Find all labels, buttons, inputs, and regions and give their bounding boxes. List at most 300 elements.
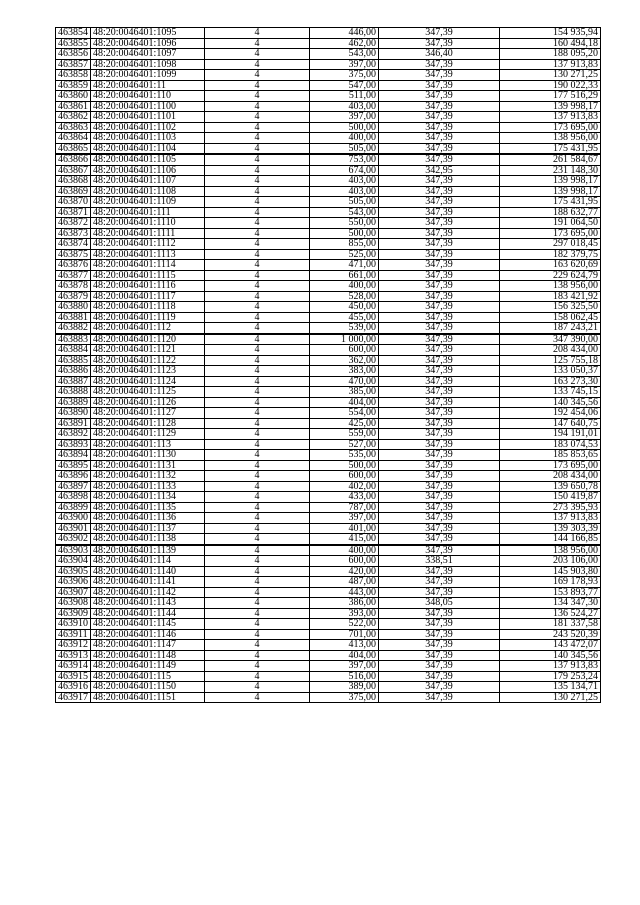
cadastral-number-cell: 48:20:0046401:1140 [91,566,205,577]
specific-value-cell: 347,39 [379,143,500,154]
object-id-cell: 463863 [56,122,91,133]
specific-value-cell: 347,39 [379,176,500,187]
area-cell: 855,00 [310,239,379,250]
object-id-cell: 463916 [56,682,91,693]
cadastral-value-cell: 158 062,45 [500,312,601,323]
specific-value-cell: 347,39 [379,661,500,672]
table-row [56,239,601,250]
cadastral-value-cell: 297 018,45 [500,239,601,250]
object-id-cell: 463884 [56,345,91,356]
cadastral-number-cell: 48:20:0046401:1115 [91,270,205,281]
group-cell: 4 [205,59,310,70]
group-cell: 4 [205,619,310,630]
group-cell: 4 [205,334,310,345]
specific-value-cell: 347,39 [379,429,500,440]
area-cell: 397,00 [310,661,379,672]
object-id-cell: 463855 [56,38,91,49]
area-cell: 446,00 [310,28,379,39]
cadastral-value-cell: 147 640,75 [500,418,601,429]
cadastral-number-cell: 48:20:0046401:1104 [91,143,205,154]
table-row [56,671,601,682]
table-row [56,418,601,429]
specific-value-cell: 347,39 [379,650,500,661]
cadastral-value-cell: 144 166,85 [500,534,601,545]
group-cell: 4 [205,249,310,260]
cadastral-value-cell: 138 956,00 [500,133,601,144]
cadastral-value-cell: 185 853,65 [500,450,601,461]
cadastral-number-cell: 48:20:0046401:1098 [91,59,205,70]
area-cell: 401,00 [310,523,379,534]
object-id-cell: 463856 [56,49,91,60]
area-cell: 543,00 [310,49,379,60]
specific-value-cell: 347,39 [379,450,500,461]
area-cell: 403,00 [310,101,379,112]
object-id-cell: 463915 [56,671,91,682]
group-cell: 4 [205,270,310,281]
cadastral-value-cell: 137 913,83 [500,112,601,123]
cadastral-value-cell: 192 454,06 [500,408,601,419]
cadastral-number-cell: 48:20:0046401:1148 [91,650,205,661]
cadastral-number-cell: 48:20:0046401:1116 [91,281,205,292]
group-cell: 4 [205,143,310,154]
group-cell: 4 [205,408,310,419]
area-cell: 403,00 [310,186,379,197]
specific-value-cell: 347,39 [379,91,500,102]
area-cell: 543,00 [310,207,379,218]
object-id-cell: 463864 [56,133,91,144]
table-row [56,523,601,534]
object-id-cell: 463866 [56,154,91,165]
cadastral-value-cell: 190 022,33 [500,80,601,91]
area-cell: 397,00 [310,513,379,524]
object-id-cell: 463893 [56,439,91,450]
cadastral-number-cell: 48:20:0046401:110 [91,91,205,102]
object-id-cell: 463877 [56,270,91,281]
cadastral-number-cell: 48:20:0046401:1121 [91,345,205,356]
cadastral-value-cell: 140 345,56 [500,397,601,408]
object-id-cell: 463894 [56,450,91,461]
specific-value-cell: 347,39 [379,154,500,165]
object-id-cell: 463882 [56,323,91,334]
object-id-cell: 463881 [56,312,91,323]
area-cell: 397,00 [310,112,379,123]
group-cell: 4 [205,376,310,387]
specific-value-cell: 347,39 [379,640,500,651]
area-cell: 375,00 [310,692,379,703]
group-cell: 4 [205,577,310,588]
cadastral-number-cell: 48:20:0046401:1106 [91,165,205,176]
cadastral-value-cell: 150 419,87 [500,492,601,503]
specific-value-cell: 347,39 [379,692,500,703]
area-cell: 511,00 [310,91,379,102]
specific-value-cell: 347,39 [379,355,500,366]
table-row [56,450,601,461]
specific-value-cell: 347,39 [379,291,500,302]
object-id-cell: 463902 [56,534,91,545]
cadastral-value-cell: 177 516,29 [500,91,601,102]
cadastral-number-cell: 48:20:0046401:1120 [91,334,205,345]
group-cell: 4 [205,513,310,524]
group-cell: 4 [205,502,310,513]
cadastral-number-cell: 48:20:0046401:1144 [91,608,205,619]
object-id-cell: 463878 [56,281,91,292]
table-row [56,376,601,387]
object-id-cell: 463857 [56,59,91,70]
cadastral-number-cell: 48:20:0046401:1137 [91,523,205,534]
table-row [56,122,601,133]
group-cell: 4 [205,239,310,250]
cadastral-value-table [55,27,601,703]
area-cell: 386,00 [310,598,379,609]
cadastral-number-cell: 48:20:0046401:1133 [91,481,205,492]
specific-value-cell: 347,39 [379,523,500,534]
cadastral-value-cell: 183 421,92 [500,291,601,302]
cadastral-number-cell: 48:20:0046401:1111 [91,228,205,239]
object-id-cell: 463911 [56,629,91,640]
cadastral-number-cell: 48:20:0046401:1130 [91,450,205,461]
table-row [56,49,601,60]
cadastral-number-cell: 48:20:0046401:1117 [91,291,205,302]
object-id-cell: 463913 [56,650,91,661]
object-id-cell: 463873 [56,228,91,239]
table-row [56,608,601,619]
table-row [56,387,601,398]
cadastral-value-cell: 187 243,21 [500,323,601,334]
cadastral-value-cell: 181 337,58 [500,619,601,630]
group-cell: 4 [205,218,310,229]
cadastral-value-cell: 125 755,18 [500,355,601,366]
area-cell: 375,00 [310,70,379,81]
cadastral-value-cell: 243 520,39 [500,629,601,640]
object-id-cell: 463860 [56,91,91,102]
object-id-cell: 463887 [56,376,91,387]
specific-value-cell: 347,39 [379,207,500,218]
object-id-cell: 463875 [56,249,91,260]
cadastral-number-cell: 48:20:0046401:1125 [91,387,205,398]
cadastral-number-cell: 48:20:0046401:1146 [91,629,205,640]
specific-value-cell: 347,39 [379,545,500,556]
object-id-cell: 463858 [56,70,91,81]
area-cell: 522,00 [310,619,379,630]
group-cell: 4 [205,661,310,672]
cadastral-value-cell: 143 472,07 [500,640,601,651]
specific-value-cell: 347,39 [379,249,500,260]
specific-value-cell: 347,39 [379,471,500,482]
table-row [56,38,601,49]
area-cell: 500,00 [310,122,379,133]
area-cell: 505,00 [310,197,379,208]
table-row [56,91,601,102]
table-body [56,28,601,703]
group-cell: 4 [205,207,310,218]
cadastral-value-cell: 191 064,50 [500,218,601,229]
cadastral-number-cell: 48:20:0046401:1097 [91,49,205,60]
object-id-cell: 463883 [56,334,91,345]
specific-value-cell: 347,39 [379,408,500,419]
cadastral-number-cell: 48:20:0046401:1127 [91,408,205,419]
object-id-cell: 463879 [56,291,91,302]
cadastral-value-cell: 133 745,15 [500,387,601,398]
specific-value-cell: 347,39 [379,534,500,545]
group-cell: 4 [205,492,310,503]
area-cell: 362,00 [310,355,379,366]
specific-value-cell: 347,39 [379,302,500,313]
object-id-cell: 463859 [56,80,91,91]
specific-value-cell: 347,39 [379,260,500,271]
table-row [56,291,601,302]
object-id-cell: 463904 [56,556,91,567]
area-cell: 443,00 [310,587,379,598]
cadastral-number-cell: 48:20:0046401:1142 [91,587,205,598]
table-row [56,577,601,588]
specific-value-cell: 347,39 [379,577,500,588]
table-row [56,650,601,661]
object-id-cell: 463868 [56,176,91,187]
specific-value-cell: 347,39 [379,112,500,123]
group-cell: 4 [205,112,310,123]
cadastral-number-cell: 48:20:0046401:1151 [91,692,205,703]
table-row [56,629,601,640]
cadastral-number-cell: 48:20:0046401:1103 [91,133,205,144]
area-cell: 535,00 [310,450,379,461]
cadastral-number-cell: 48:20:0046401:1095 [91,28,205,39]
specific-value-cell: 347,39 [379,513,500,524]
cadastral-value-cell: 139 303,39 [500,523,601,534]
group-cell: 4 [205,692,310,703]
group-cell: 4 [205,122,310,133]
table-row [56,334,601,345]
cadastral-value-cell: 179 253,24 [500,671,601,682]
table-row [56,101,601,112]
cadastral-value-cell: 133 050,37 [500,366,601,377]
cadastral-value-cell: 163 273,30 [500,376,601,387]
object-id-cell: 463892 [56,429,91,440]
cadastral-value-cell: 138 956,00 [500,545,601,556]
cadastral-number-cell: 48:20:0046401:1134 [91,492,205,503]
area-cell: 547,00 [310,80,379,91]
object-id-cell: 463861 [56,101,91,112]
object-id-cell: 463874 [56,239,91,250]
cadastral-number-cell: 48:20:0046401:1141 [91,577,205,588]
group-cell: 4 [205,608,310,619]
object-id-cell: 463890 [56,408,91,419]
cadastral-number-cell: 48:20:0046401:1119 [91,312,205,323]
table-row [56,471,601,482]
table-row [56,281,601,292]
cadastral-value-cell: 153 893,77 [500,587,601,598]
table-row [56,143,601,154]
group-cell: 4 [205,133,310,144]
specific-value-cell: 347,39 [379,101,500,112]
area-cell: 400,00 [310,545,379,556]
table-row [56,28,601,39]
area-cell: 425,00 [310,418,379,429]
specific-value-cell: 347,39 [379,587,500,598]
cadastral-value-cell: 273 395,93 [500,502,601,513]
object-id-cell: 463885 [56,355,91,366]
area-cell: 455,00 [310,312,379,323]
cadastral-number-cell: 48:20:0046401:112 [91,323,205,334]
cadastral-value-cell: 182 379,75 [500,249,601,260]
cadastral-value-cell: 175 431,95 [500,143,601,154]
cadastral-number-cell: 48:20:0046401:1136 [91,513,205,524]
object-id-cell: 463871 [56,207,91,218]
area-cell: 527,00 [310,439,379,450]
area-cell: 525,00 [310,249,379,260]
specific-value-cell: 347,39 [379,197,500,208]
cadastral-number-cell: 48:20:0046401:1113 [91,249,205,260]
cadastral-number-cell: 48:20:0046401:1131 [91,460,205,471]
group-cell: 4 [205,566,310,577]
specific-value-cell: 347,39 [379,619,500,630]
object-id-cell: 463880 [56,302,91,313]
group-cell: 4 [205,640,310,651]
specific-value-cell: 347,39 [379,312,500,323]
object-id-cell: 463865 [56,143,91,154]
specific-value-cell: 348,05 [379,598,500,609]
cadastral-number-cell: 48:20:0046401:1109 [91,197,205,208]
area-cell: 402,00 [310,481,379,492]
group-cell: 4 [205,101,310,112]
group-cell: 4 [205,281,310,292]
object-id-cell: 463908 [56,598,91,609]
object-id-cell: 463906 [56,577,91,588]
area-cell: 397,00 [310,59,379,70]
table-row [56,345,601,356]
area-cell: 787,00 [310,502,379,513]
group-cell: 4 [205,186,310,197]
area-cell: 554,00 [310,408,379,419]
table-row [56,556,601,567]
table-row [56,408,601,419]
specific-value-cell: 347,39 [379,186,500,197]
cadastral-value-cell: 137 913,83 [500,513,601,524]
table-row [56,619,601,630]
group-cell: 4 [205,439,310,450]
object-id-cell: 463900 [56,513,91,524]
area-cell: 383,00 [310,366,379,377]
cadastral-value-cell: 183 074,53 [500,439,601,450]
table-row [56,154,601,165]
table-row [56,692,601,703]
cadastral-number-cell: 48:20:0046401:1100 [91,101,205,112]
object-id-cell: 463889 [56,397,91,408]
cadastral-number-cell: 48:20:0046401:1101 [91,112,205,123]
cadastral-value-cell: 138 956,00 [500,281,601,292]
group-cell: 4 [205,397,310,408]
table-row [56,249,601,260]
specific-value-cell: 347,39 [379,281,500,292]
cadastral-number-cell: 48:20:0046401:1112 [91,239,205,250]
cadastral-number-cell: 48:20:0046401:114 [91,556,205,567]
area-cell: 487,00 [310,577,379,588]
object-id-cell: 463912 [56,640,91,651]
cadastral-number-cell: 48:20:0046401:1143 [91,598,205,609]
table-row [56,587,601,598]
area-cell: 701,00 [310,629,379,640]
area-cell: 528,00 [310,291,379,302]
area-cell: 462,00 [310,38,379,49]
area-cell: 385,00 [310,387,379,398]
table-row [56,429,601,440]
object-id-cell: 463907 [56,587,91,598]
specific-value-cell: 347,39 [379,418,500,429]
cadastral-value-cell: 139 998,17 [500,176,601,187]
area-cell: 661,00 [310,270,379,281]
cadastral-value-cell: 173 695,00 [500,122,601,133]
table-row [56,640,601,651]
cadastral-value-cell: 137 913,83 [500,59,601,70]
area-cell: 420,00 [310,566,379,577]
group-cell: 4 [205,418,310,429]
cadastral-value-cell: 261 584,67 [500,154,601,165]
group-cell: 4 [205,176,310,187]
cadastral-value-cell: 156 325,50 [500,302,601,313]
group-cell: 4 [205,38,310,49]
object-id-cell: 463870 [56,197,91,208]
object-id-cell: 463917 [56,692,91,703]
table-row [56,492,601,503]
group-cell: 4 [205,345,310,356]
area-cell: 404,00 [310,650,379,661]
area-cell: 600,00 [310,471,379,482]
specific-value-cell: 347,39 [379,439,500,450]
specific-value-cell: 347,39 [379,323,500,334]
cadastral-number-cell: 48:20:0046401:1118 [91,302,205,313]
specific-value-cell: 342,95 [379,165,500,176]
object-id-cell: 463914 [56,661,91,672]
object-id-cell: 463905 [56,566,91,577]
area-cell: 559,00 [310,429,379,440]
cadastral-number-cell: 48:20:0046401:1147 [91,640,205,651]
cadastral-number-cell: 48:20:0046401:1129 [91,429,205,440]
table-row [56,661,601,672]
table-row [56,80,601,91]
group-cell: 4 [205,587,310,598]
group-cell: 4 [205,429,310,440]
group-cell: 4 [205,165,310,176]
specific-value-cell: 347,39 [379,608,500,619]
cadastral-number-cell: 48:20:0046401:1096 [91,38,205,49]
specific-value-cell: 347,39 [379,492,500,503]
specific-value-cell: 347,39 [379,70,500,81]
specific-value-cell: 347,39 [379,566,500,577]
object-id-cell: 463862 [56,112,91,123]
table-row [56,165,601,176]
cadastral-value-cell: 169 178,93 [500,577,601,588]
table-row [56,218,601,229]
area-cell: 516,00 [310,671,379,682]
cadastral-number-cell: 48:20:0046401:1114 [91,260,205,271]
area-cell: 1 000,00 [310,334,379,345]
table-row [56,534,601,545]
area-cell: 450,00 [310,302,379,313]
object-id-cell: 463854 [56,28,91,39]
cadastral-number-cell: 48:20:0046401:1149 [91,661,205,672]
cadastral-value-cell: 194 191,01 [500,429,601,440]
cadastral-number-cell: 48:20:0046401:1150 [91,682,205,693]
area-cell: 413,00 [310,640,379,651]
group-cell: 4 [205,471,310,482]
cadastral-number-cell: 48:20:0046401:113 [91,439,205,450]
specific-value-cell: 347,39 [379,239,500,250]
object-id-cell: 463872 [56,218,91,229]
cadastral-number-cell: 48:20:0046401:1107 [91,176,205,187]
area-cell: 505,00 [310,143,379,154]
specific-value-cell: 347,39 [379,28,500,39]
group-cell: 4 [205,80,310,91]
object-id-cell: 463895 [56,460,91,471]
